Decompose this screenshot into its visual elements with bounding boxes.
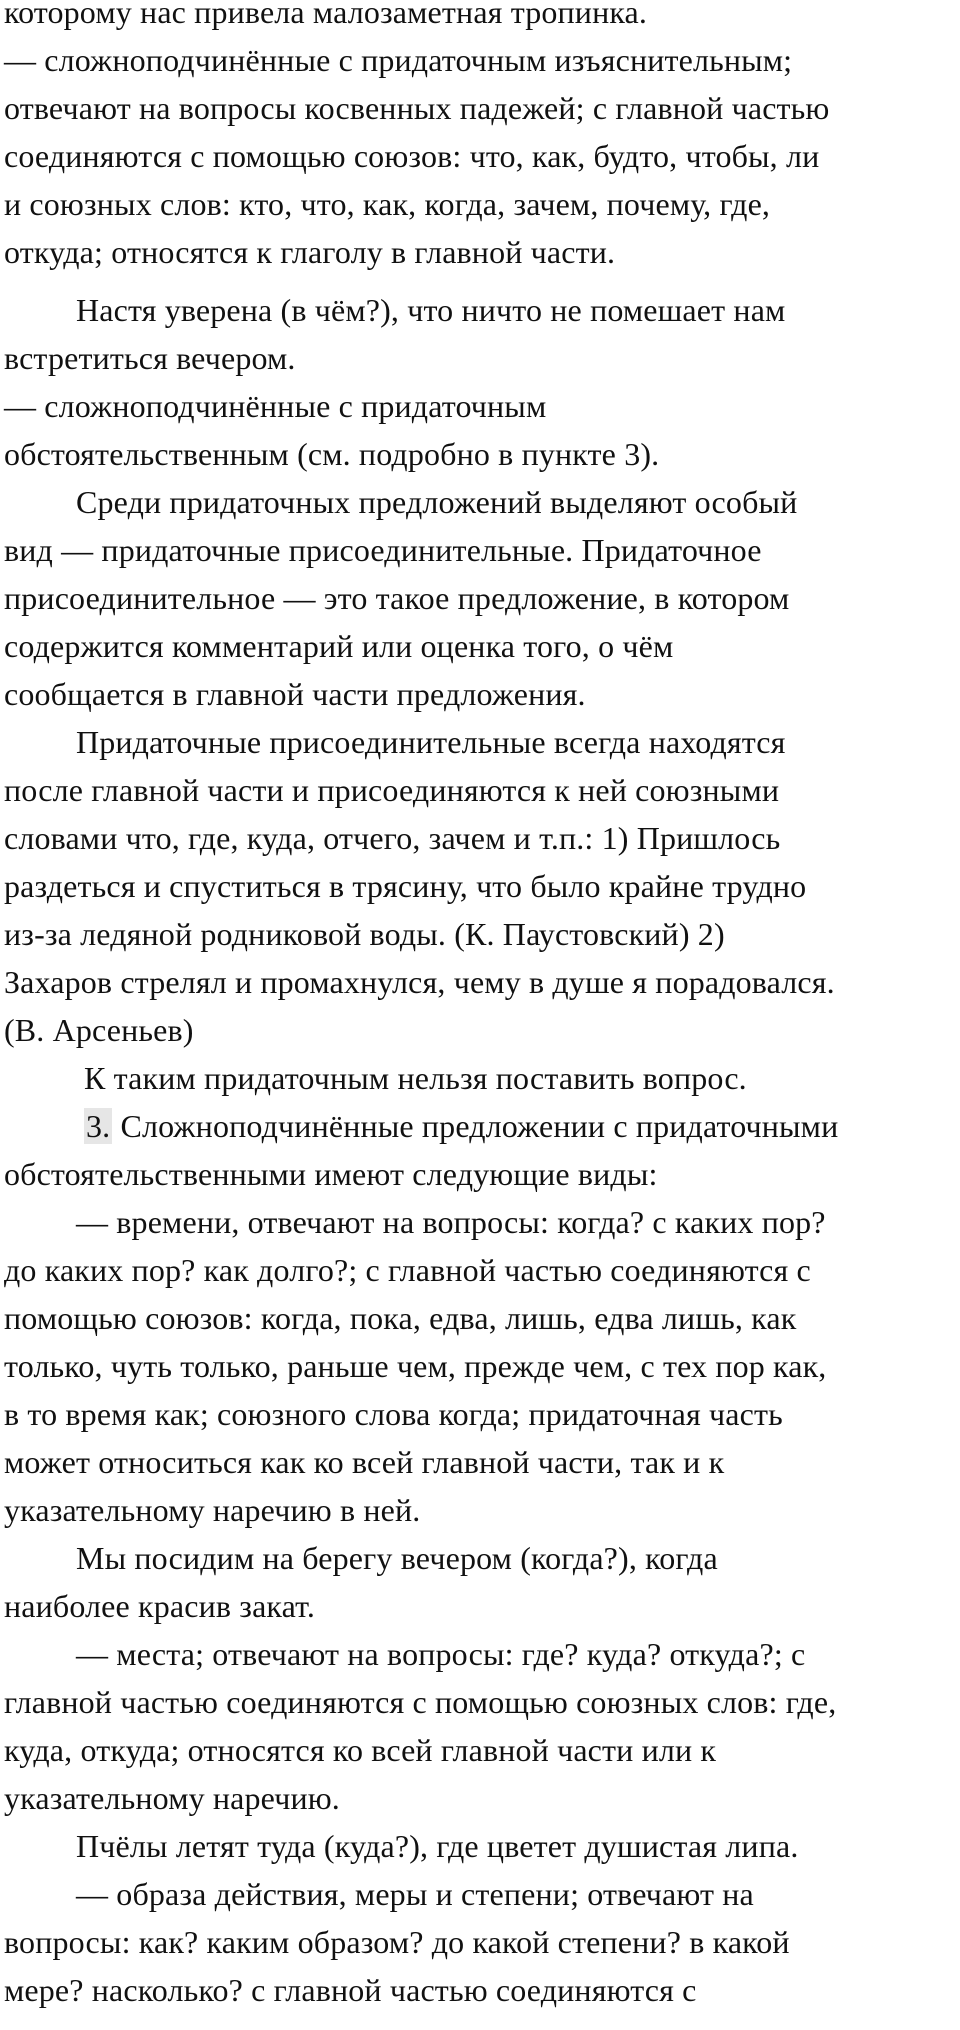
paragraph-start: — места; отвечают на вопросы: где? куда? откуда?; с — [76, 1636, 806, 1672]
text-line: наиболее красив закат. — [4, 1588, 316, 1624]
point-text: Сложноподчинённые предложении с придаточными — [112, 1108, 839, 1144]
text-line: главной частью соединяются с помощью союзных слов: где, — [4, 1684, 837, 1720]
text-line: соединяются с помощью союзов: что, как, будто, чтобы, ли — [4, 138, 820, 174]
text-line: помощью союзов: когда, пока, едва, лишь, едва лишь, как — [4, 1300, 797, 1336]
text-line: раздеться и спуститься в трясину, что было крайне трудно — [4, 868, 807, 904]
text-line: мере? насколько? с главной частью соединяются с — [4, 1972, 697, 2008]
text-line: Захаров стрелял и промахнулся, чему в душе я порадовался. — [4, 964, 835, 1000]
text-line: содержится комментарий или оценка того, о чём — [4, 628, 674, 664]
example-sentence: Настя уверена (в чём?), что ничто не помешает нам — [76, 292, 786, 328]
paragraph-start: Придаточные присоединительные всегда находятся — [76, 724, 786, 760]
numbered-point-line — [84, 1102, 838, 1150]
text-line: обстоятельственным (см. подробно в пункте 3). — [4, 436, 660, 472]
text-line: после главной части и присоединяются к ней союзными — [4, 772, 780, 808]
text-line: — сложноподчинённые с придаточным изъяснительным; — [4, 42, 793, 78]
text-line: встретиться вечером. — [4, 340, 296, 376]
example-sentence: Мы посидим на берегу вечером (когда?), когда — [76, 1540, 718, 1576]
example-sentence: Пчёлы летят туда (куда?), где цветет душистая липа. — [76, 1828, 799, 1864]
text-line: обстоятельственными имеют следующие виды: — [4, 1156, 658, 1192]
point-number-3: 3. — [86, 1108, 111, 1144]
paragraph-start: К таким придаточным нельзя поставить вопрос. — [84, 1060, 747, 1096]
text-line: указательному наречию. — [4, 1780, 340, 1816]
text-line: вопросы: как? каким образом? до какой степени? в какой — [4, 1924, 790, 1960]
text-line: — сложноподчинённые с придаточным — [4, 388, 547, 424]
text-line: из-за ледяной родниковой воды. (К. Паустовский) 2) — [4, 916, 725, 952]
paragraph-start: — образа действия, меры и степени; отвечают на — [76, 1876, 754, 1912]
paragraph-start: Среди придаточных предложений выделяют особый — [76, 484, 798, 520]
text-line: откуда; относятся к глаголу в главной части. — [4, 234, 616, 270]
text-line: отвечают на вопросы косвенных падежей; с главной частью — [4, 90, 830, 126]
text-line: словами что, где, куда, отчего, зачем и т.п.: 1) Пришлось — [4, 820, 781, 856]
text-line: (В. Арсеньев) — [4, 1012, 194, 1048]
text-line: указательному наречию в ней. — [4, 1492, 421, 1528]
text-line: в то время как; союзного слова когда; придаточная часть — [4, 1396, 783, 1432]
paragraph-start: — времени, отвечают на вопросы: когда? с каких пор? — [76, 1204, 826, 1240]
text-line: до каких пор? как долго?; с главной частью соединяются с — [4, 1252, 811, 1288]
text-line: куда, откуда; относятся ко всей главной части или к — [4, 1732, 717, 1768]
text-line: и союзных слов: кто, что, как, когда, зачем, почему, где, — [4, 186, 771, 222]
text-line: которому нас привела малозаметная тропинка. — [4, 0, 648, 30]
text-line: присоединительное — это такое предложение, в котором — [4, 580, 790, 616]
text-line: вид — придаточные присоединительные. Придаточное — [4, 532, 762, 568]
text-line: сообщается в главной части предложения. — [4, 676, 586, 712]
text-line: может относиться как ко всей главной части, так и к — [4, 1444, 725, 1480]
text-line: только, чуть только, раньше чем, прежде чем, с тех пор как, — [4, 1348, 827, 1384]
